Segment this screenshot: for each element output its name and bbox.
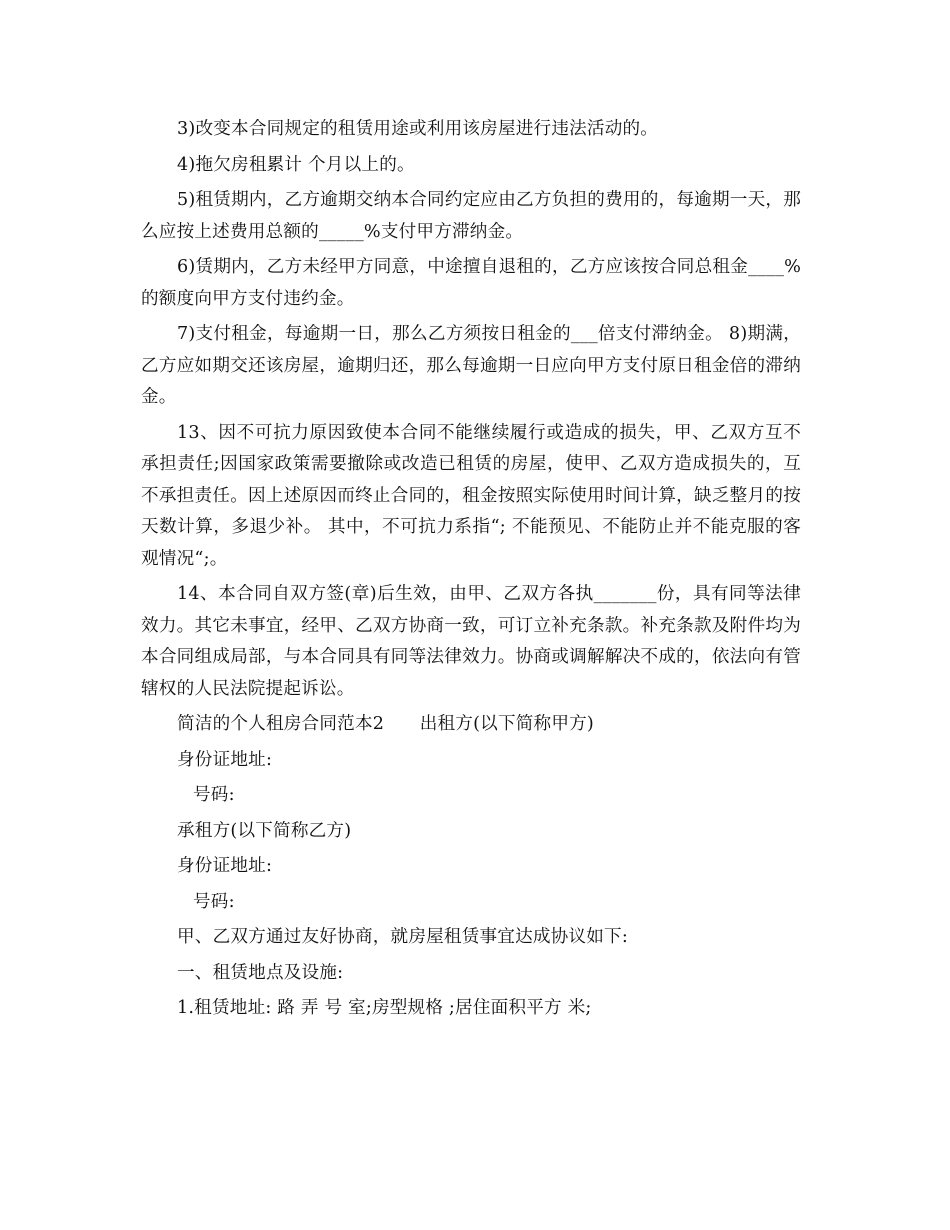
clause-paragraph: 7)支付租金，每逾期一日，那么乙方须按日租金的___倍支付滞纳金。 8)期满，乙方应如期交还该房屋，逾期归还，那么每逾期一日应向甲方支付原日租金倍的滞纳金。 xyxy=(141,324,801,407)
tenant-label: 承租方(以下简称乙方) xyxy=(177,820,352,841)
id-number-field: 号码: xyxy=(193,785,235,805)
section-title: 简洁的个人租房合同范本2 出租方(以下简称甲方) xyxy=(177,714,594,734)
id-number-field: 号码: xyxy=(193,891,235,912)
clause-paragraph: 3)改变本合同规定的租赁用途或利用该房屋进行违法活动的。 xyxy=(177,119,659,139)
clause-item: 1.租赁地址: 路 弄 号 室;房型规格 ;居住面积平方 米; xyxy=(177,998,592,1018)
clause-paragraph: 14、本合同自双方签(章)后生效，由甲、乙双方各执_______份，具有同等法律效力。其它未事宜，经甲、乙双方协商一致，可订立补充条款。补充条款及附件均为本合同组成局部，与本合同具有同等法律效力。协商或调解解决不成的，依法向有管辖权的人民法院提起诉讼。 xyxy=(141,584,801,699)
clause-paragraph: 6)赁期内，乙方未经甲方同意，中途擅自退租的，乙方应该按合同总租金____%的额度向甲方支付违约金。 xyxy=(141,257,801,309)
clause-paragraph: 5)租赁期内，乙方逾期交纳本合同约定应由乙方负担的费用的，每逾期一天，那么应按上述费用总额的_____%支付甲方滞纳金。 xyxy=(141,190,801,242)
clause-paragraph: 4)拖欠房租累计 个月以上的。 xyxy=(177,154,415,175)
agreement-intro: 甲、乙双方通过友好协商，就房屋租赁事宜达成协议如下: xyxy=(177,927,628,947)
clause-paragraph: 13、因不可抗力原因致使本合同不能继续履行或造成的损失，甲、乙双方互不承担责任;因国家政策需要撤除或改造已租赁的房屋，使甲、乙双方造成损失的，互不承担责任。因上述原因而终止合同的，租金按照实际使用时间计算，缺乏整月的按天数计算，多退少补。 其中，不可抗力系指“; 不能预见、不能防止并不能克服的客观情况“;。 xyxy=(141,422,801,569)
id-address-field: 身份证地址: xyxy=(177,856,273,876)
id-address-field: 身份证地址: xyxy=(177,749,273,770)
clause-heading: 一、租赁地点及设施: xyxy=(177,962,344,983)
document-body xyxy=(141,114,801,1025)
